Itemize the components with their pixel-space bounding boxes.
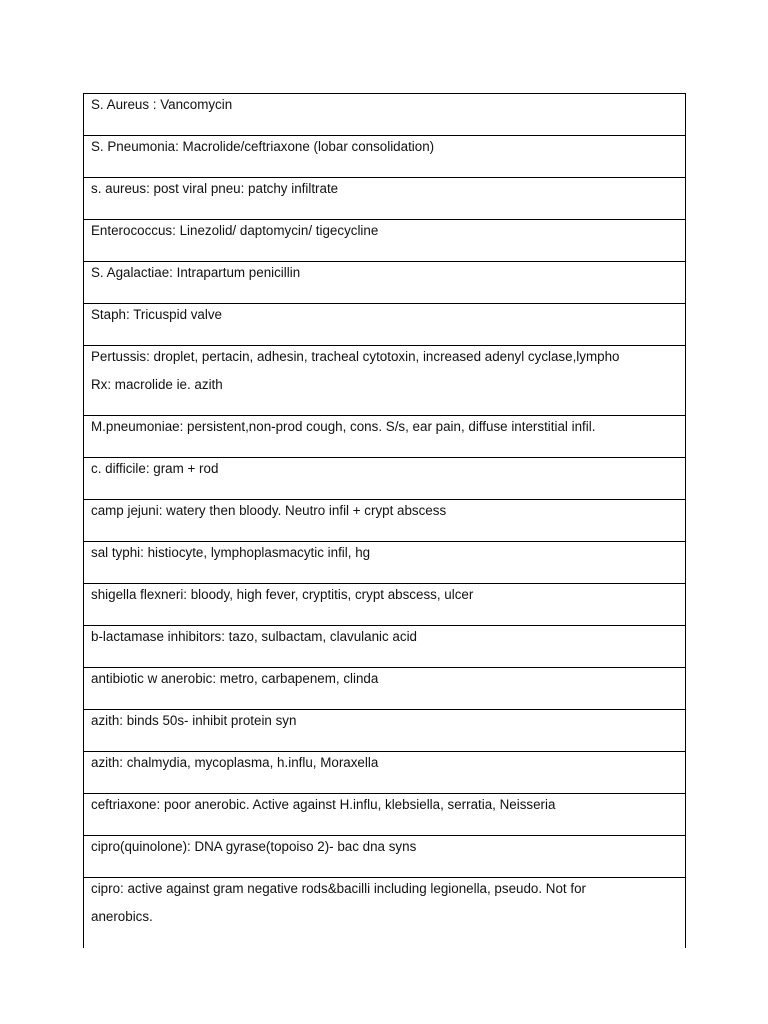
table-row — [83, 709, 686, 751]
cell-text-line: s. aureus: post viral pneu: patchy infiltrate — [91, 181, 339, 196]
table-cell — [91, 793, 681, 819]
table-row — [83, 303, 686, 345]
table-cell — [91, 457, 681, 483]
table-cell — [91, 583, 681, 609]
table-row — [83, 667, 686, 709]
table-row — [83, 793, 686, 835]
table-cell — [91, 345, 681, 399]
cell-text-line: Staph: Tricuspid valve — [91, 307, 222, 322]
table-row — [83, 877, 686, 948]
table-cell — [91, 625, 681, 651]
table-row — [83, 261, 686, 303]
cell-text-line: anerobics. — [91, 909, 153, 924]
cell-text-line: S. Agalactiae: Intrapartum penicillin — [91, 265, 301, 280]
table-cell — [91, 709, 681, 735]
table-row — [83, 499, 686, 541]
cell-text-line: antibiotic w anerobic: metro, carbapenem, clinda — [91, 671, 379, 686]
table-cell — [91, 93, 681, 119]
cell-text-line: azith: binds 50s- inhibit protein syn — [91, 713, 297, 728]
table-cell — [91, 303, 681, 329]
table-cell — [91, 835, 681, 861]
cell-text-line: cipro(quinolone): DNA gyrase(topoiso 2)- bac dna syns — [91, 839, 417, 854]
cell-text-line: c. difficile: gram + rod — [91, 461, 219, 476]
table-row — [83, 219, 686, 261]
table-row — [83, 625, 686, 667]
table-cell — [91, 261, 681, 287]
table-cell — [91, 751, 681, 777]
cell-text-line: b-lactamase inhibitors: tazo, sulbactam, clavulanic acid — [91, 629, 417, 644]
table-cell — [91, 667, 681, 693]
cell-text-line: Enterococcus: Linezolid/ daptomycin/ tigecycline — [91, 223, 379, 238]
cell-text-line: S. Aureus : Vancomycin — [91, 97, 233, 112]
cell-text-line: azith: chalmydia, mycoplasma, h.influ, Moraxella — [91, 755, 379, 770]
table-row — [83, 751, 686, 793]
table-row — [83, 415, 686, 457]
cell-text-line: Rx: macrolide ie. azith — [91, 377, 223, 392]
notes-table — [83, 93, 686, 948]
table-row — [83, 93, 686, 135]
cell-text-line: sal typhi: histiocyte, lymphoplasmacytic infil, hg — [91, 545, 371, 560]
table-cell — [91, 415, 681, 441]
table-cell — [91, 219, 681, 245]
cell-text-line: camp jejuni: watery then bloody. Neutro infil + crypt abscess — [91, 503, 447, 518]
table-cell — [91, 877, 681, 931]
table-cell — [91, 177, 681, 203]
cell-text-line: shigella flexneri: bloody, high fever, cryptitis, crypt abscess, ulcer — [91, 587, 474, 602]
table-cell — [91, 541, 681, 567]
table-row — [83, 457, 686, 499]
cell-text-line: S. Pneumonia: Macrolide/ceftriaxone (lobar consolidation) — [91, 139, 435, 154]
cell-text-line: cipro: active against gram negative rods&bacilli including legionella, pseudo. Not for — [91, 881, 586, 896]
table-row — [83, 345, 686, 415]
table-row — [83, 835, 686, 877]
cell-text-line: M.pneumoniae: persistent,non-prod cough, cons. S/s, ear pain, diffuse interstitial infil. — [91, 419, 596, 434]
table-cell — [91, 499, 681, 525]
cell-text-line: ceftriaxone: poor anerobic. Active against H.influ, klebsiella, serratia, Neisseria — [91, 797, 556, 812]
cell-text-line: Pertussis: droplet, pertacin, adhesin, tracheal cytotoxin, increased adenyl cyclase,lympho — [91, 349, 620, 364]
table-row — [83, 177, 686, 219]
table-row — [83, 135, 686, 177]
table-row — [83, 541, 686, 583]
table-row — [83, 583, 686, 625]
table-cell — [91, 135, 681, 161]
